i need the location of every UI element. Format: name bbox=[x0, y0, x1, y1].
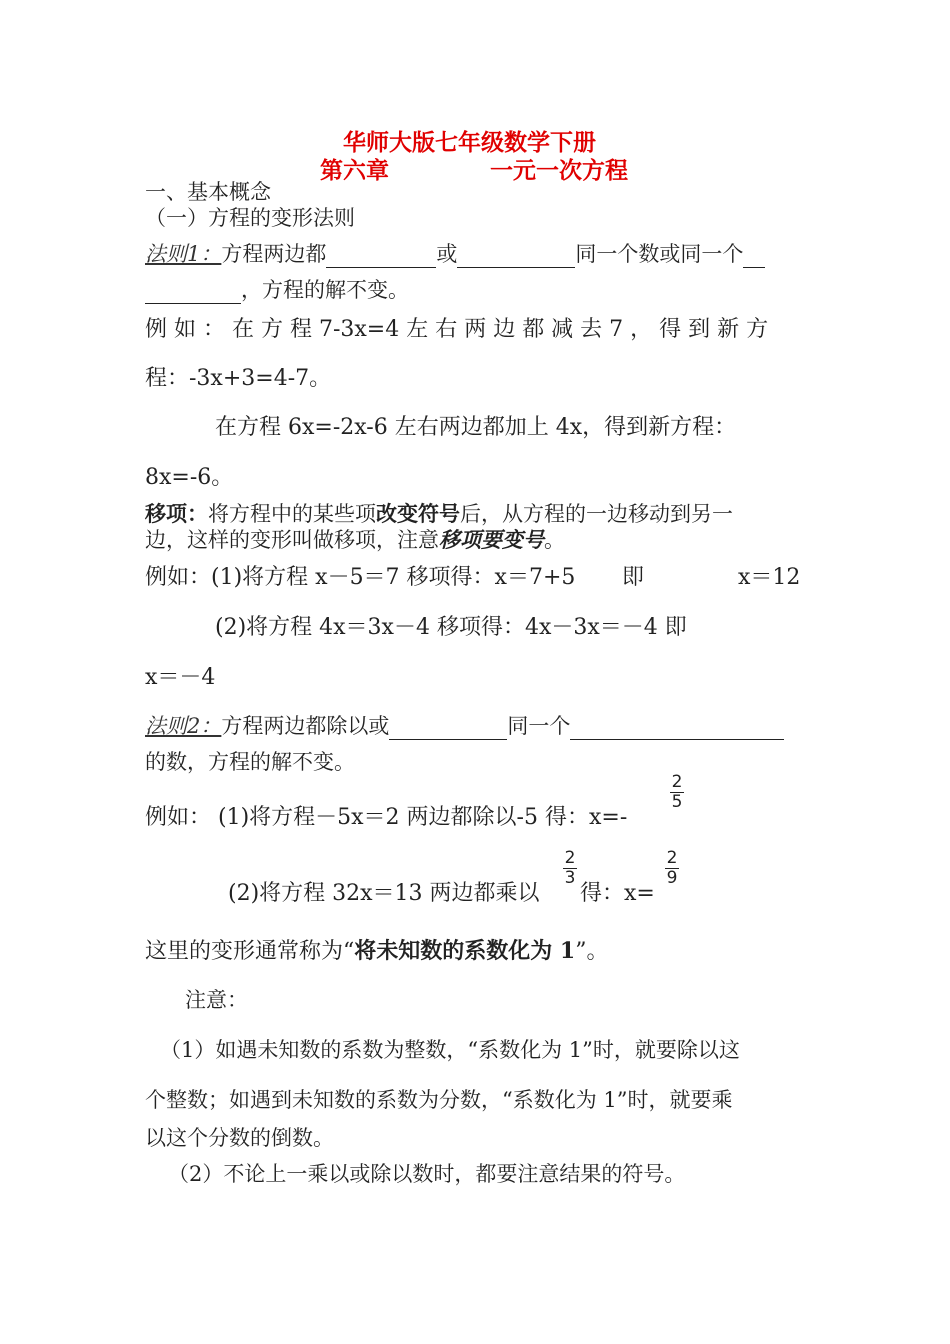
example1-line2: 程：-3x+3=4-7。 bbox=[145, 366, 332, 391]
example3-line2-b: 得：x= bbox=[580, 881, 655, 906]
fraction-2-3: 2 3 bbox=[564, 848, 576, 888]
rule2-label: 法则2： bbox=[145, 714, 222, 738]
rule2-line1 bbox=[145, 710, 784, 740]
rule1-blank-3b bbox=[145, 281, 241, 304]
example3-line2-a: (2)将方程 32x＝13 两边都乘以 bbox=[228, 881, 540, 906]
example1-line3: 在方程 6x=-2x-6 左右两边都加上 4x，得到新方程： bbox=[215, 415, 737, 440]
coef-text-a: 这里的变形通常称为“ bbox=[145, 939, 355, 964]
example3-line1: 例如： (1)将方程－5x＝2 两边都除以-5 得：x=- bbox=[145, 805, 628, 830]
rule1-text-c: 同一个数或同一个 bbox=[575, 242, 744, 266]
coef-line bbox=[145, 934, 608, 965]
example2-line3: x＝－4 bbox=[145, 665, 216, 690]
fraction-2-9: 2 9 bbox=[666, 848, 678, 888]
transpose-label: 移项： bbox=[145, 501, 208, 526]
transpose-emph-2: 移项要变号 bbox=[439, 527, 544, 552]
transpose-text-b: 后，从方程的一边移动到另一 bbox=[460, 502, 733, 526]
rule2-text-a: 方程两边都除以或 bbox=[221, 714, 390, 738]
rule1-blank-1 bbox=[326, 245, 436, 268]
chapter-title: 一元一次方程 bbox=[490, 157, 628, 184]
rule1-line1 bbox=[145, 238, 765, 268]
example1-line1: 例 如 ： 在 方 程 7-3x=4 左 右 两 边 都 减 去 7 ， 得 到 新 方 bbox=[145, 317, 769, 342]
fraction-2-5: 2 5 bbox=[671, 772, 683, 812]
coef-text-b: ”。 bbox=[575, 939, 609, 964]
example2-line2: (2)将方程 4x＝3x－4 移项得：4x－3x＝－4 即 bbox=[215, 615, 687, 640]
transpose-line2-end: 。 bbox=[544, 528, 565, 552]
transpose-line2-a: 边，这样的变形叫做移项，注意 bbox=[145, 528, 439, 552]
transpose-line2 bbox=[145, 524, 565, 554]
rule2-blank-2 bbox=[570, 717, 784, 740]
example2-line1-b: 即 bbox=[622, 565, 645, 590]
rule2-blank-1 bbox=[389, 717, 507, 740]
chapter-number: 第六章 bbox=[320, 157, 389, 184]
rule2-line2: 的数，方程的解不变。 bbox=[145, 750, 355, 774]
example2-line1-c: x＝12 bbox=[738, 565, 801, 590]
note2-line: （2）不论上一乘以或除以数时，都要注意结果的符号。 bbox=[168, 1162, 686, 1186]
transpose-emph-1: 改变符号 bbox=[376, 501, 460, 526]
note1-line1: （1）如遇未知数的系数为整数，“系数化为 1”时，就要除以这 bbox=[160, 1038, 740, 1062]
section-heading: 一、基本概念 bbox=[145, 180, 271, 204]
example2-line1-a: 例如：(1)将方程 x－5＝7 移项得：x＝7+5 bbox=[145, 565, 576, 590]
rule1-blank-2 bbox=[457, 245, 575, 268]
rule2-text-b: 同一个 bbox=[507, 714, 571, 738]
rule1-text-b: 或 bbox=[436, 242, 458, 266]
doc-title: 华师大版七年级数学下册 bbox=[343, 129, 596, 156]
transpose-text-a: 将方程中的某些项 bbox=[208, 502, 376, 526]
note1-line2: 个整数；如遇到未知数的系数为分数，“系数化为 1”时，就要乘 bbox=[145, 1088, 733, 1112]
subsection-heading: （一）方程的变形法则 bbox=[145, 206, 355, 230]
note1-line3: 以这个分数的倒数。 bbox=[145, 1126, 334, 1150]
rule1-label: 法则1： bbox=[145, 242, 222, 266]
rule1-text-d: ，方程的解不变。 bbox=[241, 278, 409, 302]
coef-emph: 将未知数的系数化为 1 bbox=[354, 938, 576, 964]
rule1-text-a: 方程两边都 bbox=[221, 242, 327, 266]
rule1-line2 bbox=[145, 274, 409, 304]
rule1-blank-3a bbox=[743, 245, 765, 268]
notes-label: 注意： bbox=[185, 988, 248, 1012]
example1-line4: 8x=-6。 bbox=[145, 465, 234, 490]
